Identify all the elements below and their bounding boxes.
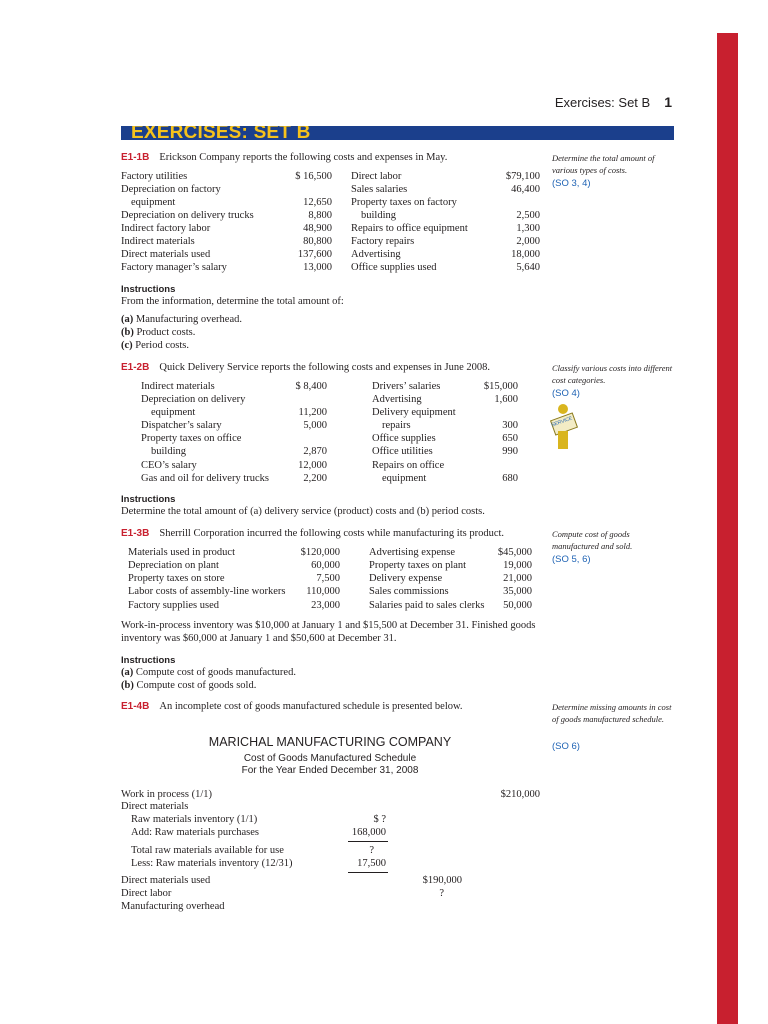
list-value: 60,000 bbox=[311, 560, 340, 571]
list-item: Advertising expense bbox=[369, 547, 456, 558]
list-value: 21,000 bbox=[503, 573, 532, 584]
list-item: Sales commissions bbox=[369, 586, 449, 597]
list-item: equipment bbox=[131, 197, 176, 208]
list-item: Office supplies bbox=[372, 433, 436, 444]
list-item: Office supplies used bbox=[351, 262, 437, 273]
list-item: Labor costs of assembly-line workers bbox=[128, 586, 286, 597]
list-item: Depreciation on delivery bbox=[141, 394, 246, 405]
list-value: 35,000 bbox=[503, 586, 532, 597]
list-item: Advertising bbox=[351, 249, 401, 260]
list-value: 50,000 bbox=[503, 600, 532, 611]
list-item: Repairs on office bbox=[372, 460, 445, 471]
instruction-part bbox=[121, 327, 195, 338]
exercise-intro: Erickson Company reports the following costs and expenses in May. bbox=[159, 152, 448, 163]
list-item: equipment bbox=[151, 407, 196, 418]
exercise-intro: An incomplete cost of goods manufactured schedule is presented below. bbox=[159, 701, 463, 712]
exercise-label: E1-2B bbox=[121, 362, 150, 373]
service-icon bbox=[552, 404, 574, 450]
list-item: Indirect factory labor bbox=[121, 223, 211, 234]
exercise-e1-4b-intro bbox=[121, 701, 463, 712]
list-value: 7,500 bbox=[316, 573, 340, 584]
list-item: Direct materials used bbox=[121, 249, 211, 260]
list-item: Property taxes on store bbox=[128, 573, 225, 584]
part-text: Manufacturing overhead. bbox=[135, 314, 242, 325]
schedule-line-value: $210,000 bbox=[500, 789, 540, 800]
list-item: Advertising bbox=[372, 394, 422, 405]
list-value: 12,000 bbox=[298, 460, 327, 471]
list-value: 5,000 bbox=[303, 420, 327, 431]
list-item: Depreciation on factory bbox=[121, 184, 221, 195]
service-badge-text: SERVICE bbox=[550, 415, 574, 429]
study-objective: (SO 5, 6) bbox=[552, 554, 591, 565]
schedule-line-value: $ ? bbox=[373, 814, 386, 825]
study-objective: (SO 3, 4) bbox=[552, 178, 591, 189]
instructions-heading: Instructions bbox=[121, 284, 176, 295]
list-value: $15,000 bbox=[483, 381, 518, 392]
schedule-line-value: 17,500 bbox=[357, 858, 386, 869]
list-value: 23,000 bbox=[311, 600, 340, 611]
list-item: equipment bbox=[382, 473, 427, 484]
list-item: building bbox=[151, 446, 187, 457]
exercise-intro: Quick Delivery Service reports the following costs and expenses in June 2008. bbox=[159, 362, 491, 373]
instruction-part bbox=[121, 314, 242, 325]
margin-note: Determine missing amounts in cost of goods manufactured schedule. bbox=[552, 702, 672, 724]
list-value: 11,200 bbox=[298, 407, 327, 418]
schedule-title: Cost of Goods Manufactured Schedule bbox=[243, 753, 417, 764]
list-item: Depreciation on delivery trucks bbox=[121, 210, 254, 221]
list-value: $79,100 bbox=[505, 171, 540, 182]
list-value: 1,600 bbox=[494, 394, 518, 405]
schedule-line-value: ? bbox=[439, 888, 444, 899]
list-item: Factory utilities bbox=[121, 171, 188, 182]
schedule-period: For the Year Ended December 31, 2008 bbox=[241, 765, 419, 776]
list-item: Indirect materials bbox=[141, 381, 215, 392]
exercise-label: E1-4B bbox=[121, 701, 150, 712]
instruction-part bbox=[121, 667, 296, 678]
schedule-line-label: Direct materials bbox=[121, 801, 189, 812]
schedule-line-label: Less: Raw materials inventory (12/31) bbox=[131, 858, 293, 869]
list-item: Gas and oil for delivery trucks bbox=[141, 473, 270, 484]
list-value: 46,400 bbox=[511, 184, 540, 195]
list-item: Dispatcher’s salary bbox=[141, 420, 222, 431]
list-value: 680 bbox=[502, 473, 518, 484]
list-value: 13,000 bbox=[303, 262, 332, 273]
paragraph: inventory was $60,000 at January 1 and $50,600 at December 31. bbox=[121, 633, 397, 644]
schedule-line-value: $190,000 bbox=[422, 875, 462, 886]
list-value: 5,640 bbox=[516, 262, 540, 273]
study-objective: (SO 6) bbox=[552, 741, 580, 752]
schedule-line-label: Work in process (1/1) bbox=[121, 789, 213, 800]
study-objective: (SO 4) bbox=[552, 388, 580, 399]
section-title: Exercises: Set B bbox=[554, 95, 651, 110]
list-value: $ 8,400 bbox=[295, 381, 327, 392]
list-value: 990 bbox=[502, 446, 518, 457]
schedule-line-label: Total raw materials available for use bbox=[131, 845, 284, 856]
list-item: Repairs to office equipment bbox=[351, 223, 468, 234]
exercise-e1-3b-intro bbox=[121, 528, 504, 539]
list-value: 2,200 bbox=[303, 473, 327, 484]
part-text: Compute cost of goods manufactured. bbox=[135, 667, 296, 678]
list-item: building bbox=[361, 210, 397, 221]
part-letter: (a) bbox=[121, 314, 134, 325]
exercise-e1-2b-intro bbox=[121, 362, 490, 373]
list-value: 48,900 bbox=[303, 223, 332, 234]
section-banner bbox=[121, 126, 674, 140]
paragraph: Work-in-process inventory was $10,000 at January 1 and $15,500 at December 31. Finished goods bbox=[121, 620, 536, 631]
list-value: 2,500 bbox=[516, 210, 540, 221]
subtotal-rule bbox=[348, 841, 388, 842]
instructions-text: From the information, determine the total amount of: bbox=[121, 296, 344, 307]
list-value: $ 16,500 bbox=[295, 171, 332, 182]
list-item: Depreciation on plant bbox=[128, 560, 219, 571]
schedule-line-label: Manufacturing overhead bbox=[121, 901, 225, 912]
margin-note: Compute cost of goods manufactured and sold. bbox=[552, 529, 633, 551]
schedule-line-value: ? bbox=[369, 845, 374, 856]
exercise-e1-1b-intro bbox=[121, 152, 447, 163]
list-item: Property taxes on factory bbox=[351, 197, 457, 208]
list-item: Direct labor bbox=[351, 171, 402, 182]
part-letter: (b) bbox=[121, 327, 134, 338]
list-value: 137,600 bbox=[297, 249, 332, 260]
instruction-part bbox=[121, 680, 256, 691]
part-letter: (c) bbox=[121, 340, 133, 351]
banner-title: EXERCISES: SET B bbox=[131, 126, 311, 140]
running-header bbox=[555, 94, 672, 110]
list-item: Factory repairs bbox=[351, 236, 415, 247]
list-item: CEO’s salary bbox=[141, 460, 197, 471]
schedule-line-value: 168,000 bbox=[351, 827, 386, 838]
list-item: Drivers’ salaries bbox=[372, 381, 441, 392]
exercise-intro: Sherrill Corporation incurred the following costs while manufacturing its product. bbox=[159, 528, 505, 539]
part-text: Compute cost of goods sold. bbox=[136, 680, 257, 691]
list-value: $120,000 bbox=[300, 547, 340, 558]
list-value: 300 bbox=[502, 420, 518, 431]
instruction-part bbox=[121, 340, 189, 351]
list-value: 12,650 bbox=[303, 197, 332, 208]
list-value: 8,800 bbox=[308, 210, 332, 221]
list-item: Factory supplies used bbox=[128, 600, 219, 611]
schedule-line-label: Direct labor bbox=[121, 888, 172, 899]
list-item: Property taxes on plant bbox=[369, 560, 467, 571]
schedule-line-label: Raw materials inventory (1/1) bbox=[131, 814, 258, 825]
list-value: $45,000 bbox=[497, 547, 532, 558]
list-item: Property taxes on office bbox=[141, 433, 242, 444]
list-value: 80,800 bbox=[303, 236, 332, 247]
company-name: MARICHAL MANUFACTURING COMPANY bbox=[208, 735, 452, 749]
list-value: 1,300 bbox=[516, 223, 540, 234]
margin-note: Determine the total amount of various types of costs. bbox=[552, 153, 655, 175]
list-item: Sales salaries bbox=[351, 184, 408, 195]
list-value: 110,000 bbox=[306, 586, 340, 597]
list-value: 2,000 bbox=[516, 236, 540, 247]
part-letter: (a) bbox=[121, 667, 134, 678]
margin-note: Classify various costs into different cost categories. bbox=[552, 363, 673, 385]
instructions-heading: Instructions bbox=[121, 655, 176, 666]
page-number: 1 bbox=[664, 94, 672, 110]
part-text: Period costs. bbox=[135, 340, 189, 351]
exercise-label: E1-1B bbox=[121, 152, 150, 163]
list-value: 2,870 bbox=[303, 446, 327, 457]
list-item: Factory manager’s salary bbox=[121, 262, 227, 273]
list-value: 650 bbox=[502, 433, 518, 444]
instructions-heading: Instructions bbox=[121, 494, 176, 505]
list-item: Materials used in product bbox=[128, 547, 236, 558]
list-value: 18,000 bbox=[511, 249, 540, 260]
instructions-text: Determine the total amount of (a) delivery service (product) costs and (b) period costs. bbox=[121, 506, 485, 517]
subtotal-rule bbox=[348, 872, 388, 873]
schedule-line-label: Direct materials used bbox=[121, 875, 211, 886]
list-item: Delivery equipment bbox=[372, 407, 456, 418]
list-item: Indirect materials bbox=[121, 236, 195, 247]
part-letter: (b) bbox=[121, 680, 134, 691]
page-edge-bar bbox=[717, 33, 738, 1024]
list-item: Salaries paid to sales clerks bbox=[369, 600, 485, 611]
list-item: repairs bbox=[382, 420, 411, 431]
exercise-label: E1-3B bbox=[121, 528, 150, 539]
list-value: 19,000 bbox=[503, 560, 532, 571]
list-item: Office utilities bbox=[372, 446, 433, 457]
part-text: Product costs. bbox=[136, 327, 196, 338]
schedule-line-label: Add: Raw materials purchases bbox=[131, 827, 260, 838]
list-item: Delivery expense bbox=[369, 573, 443, 584]
